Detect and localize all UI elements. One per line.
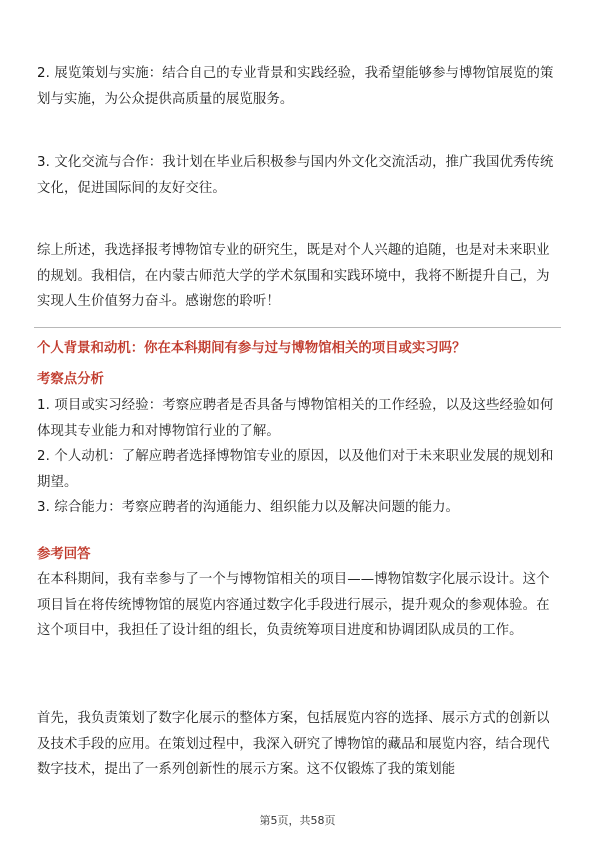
- answer-paragraph-2: [37, 706, 561, 783]
- analysis-item: 1. 项目或实习经验：考察应聘者是否具备与博物馆相关的工作经验，以及这些经验如何体现其专业能力和对博物馆行业的了解。: [37, 398, 554, 439]
- analysis-label: 考察点分析: [37, 372, 104, 387]
- analysis-list: [37, 393, 561, 521]
- conclusion-paragraph: [37, 238, 561, 315]
- goal-item-2: [37, 61, 561, 112]
- paragraph: 综上所述，我选择报考博物馆专业的研究生，既是对个人兴趣的追随，也是对未来职业的规划。我相信，在内蒙古师范大学的学术氛围和实践环境中，我将不断提升自己，为实现人生价值努力奋斗。感谢您的聆听！: [37, 243, 550, 309]
- page-number: 第5页，共58页: [259, 814, 336, 827]
- goal-item-3: [37, 150, 561, 201]
- paragraph: 首先，我负责策划了数字化展示的整体方案，包括展览内容的选择、展示方式的创新以及技术手段的应用。在策划过程中，我深入研究了博物馆的藏品和展览内容，结合现代数字技术，提出了一系列创新性的展示方案。这不仅锻炼了我的策划能: [37, 711, 550, 777]
- answer-paragraph-1: [37, 567, 561, 644]
- answer-label: 参考回答: [37, 547, 91, 562]
- question-heading: 个人背景和动机：你在本科期间有参与过与博物馆相关的项目或实习吗？: [37, 341, 466, 356]
- analysis-item: 2. 个人动机：了解应聘者选择博物馆专业的原因，以及他们对于未来职业发展的规划和期望。: [37, 449, 554, 490]
- analysis-item: 3. 综合能力：考察应聘者的沟通能力、组织能力以及解决问题的能力。: [37, 500, 460, 515]
- paragraph: 在本科期间，我有幸参与了一个与博物馆相关的项目——博物馆数字化展示设计。这个项目旨在将传统博物馆的展览内容通过数字化手段进行展示，提升观众的参观体验。在这个项目中，我担任了设计组的组长，负责统筹项目进度和协调团队成员的工作。: [37, 572, 550, 638]
- paragraph: 3. 文化交流与合作：我计划在毕业后积极参与国内外文化交流活动，推广我国优秀传统文化，促进国际间的友好交往。: [37, 155, 554, 196]
- paragraph: 2. 展览策划与实施：结合自己的专业背景和实践经验，我希望能够参与博物馆展览的策划与实施，为公众提供高质量的展览服务。: [37, 66, 554, 107]
- section-divider: [34, 327, 561, 328]
